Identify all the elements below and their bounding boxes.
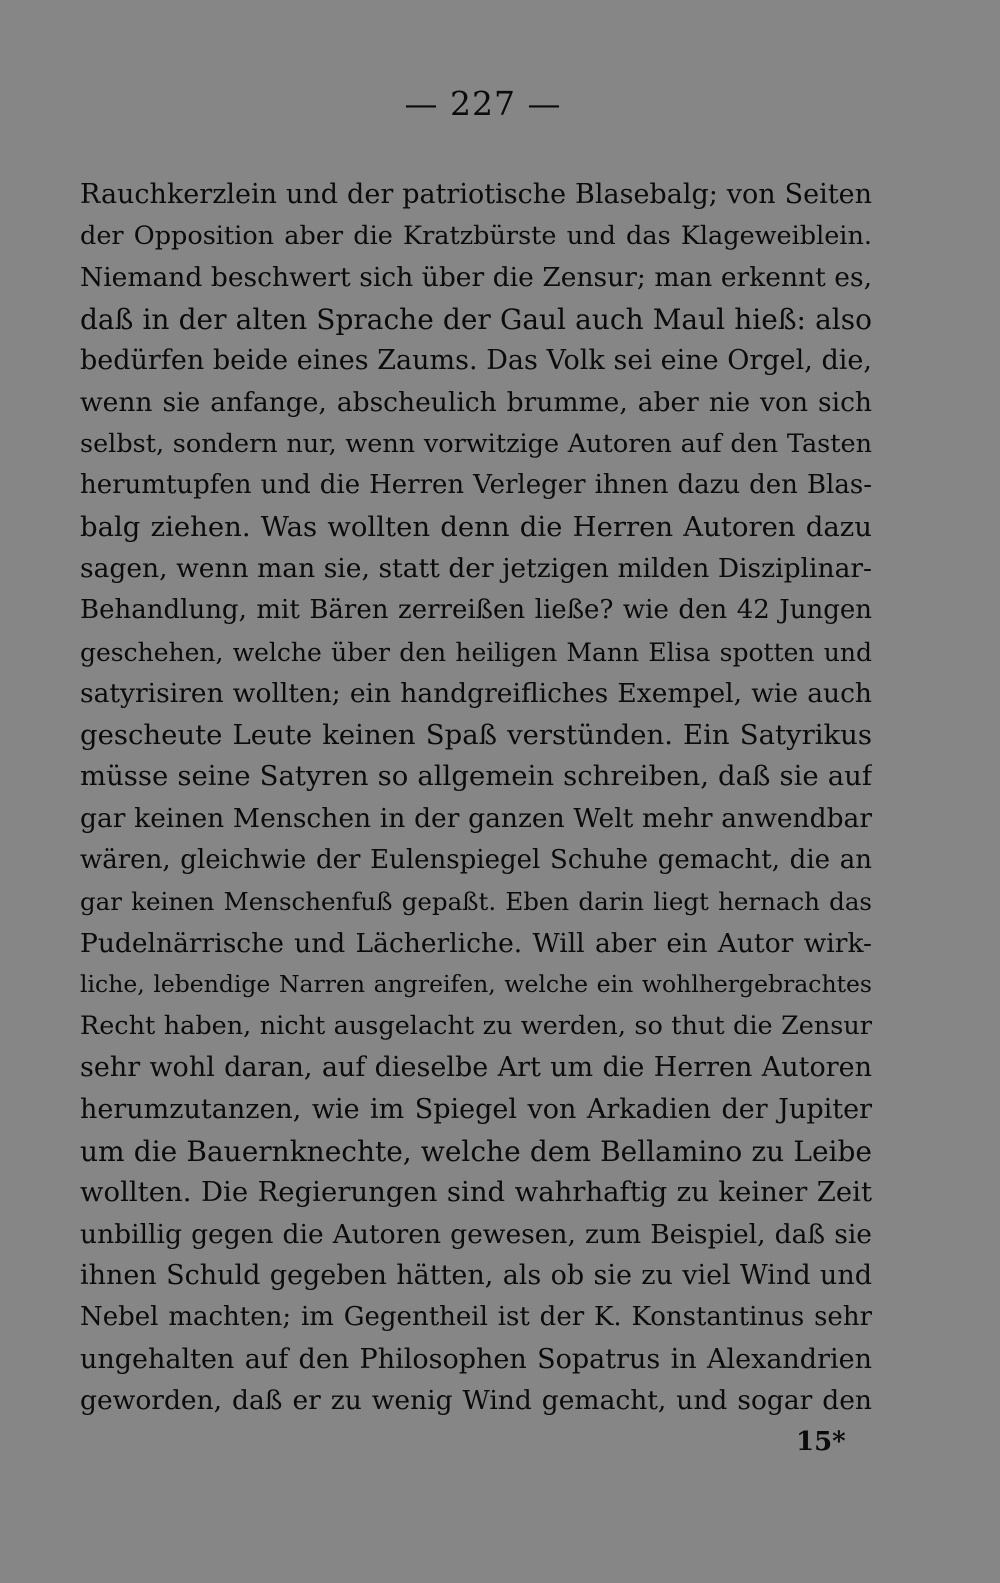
text-line: Niemand beschwert sich über die Zensur; man erkennt es, bbox=[80, 262, 872, 294]
text-line: selbst, sondern nur, wenn vorwitzige Autoren auf den Tasten bbox=[80, 428, 872, 459]
text-line: sehr wohl daran, auf dieselbe Art um die Herren Autoren bbox=[80, 1052, 872, 1084]
text-line: sagen, wenn man sie, statt der jetzigen milden Disziplinar- bbox=[80, 553, 872, 585]
text-line: wenn sie anfange, abscheulich brumme, aber nie von sich bbox=[80, 386, 872, 418]
text-line: gar keinen Menschenfuß gepaßt. Eben darin liegt hernach das bbox=[80, 887, 872, 917]
text-line: herumtupfen und die Herren Verleger ihnen dazu den Blas- bbox=[80, 470, 872, 501]
signature-mark: 15* bbox=[796, 1427, 846, 1457]
text-line: liche, lebendige Narren angreifen, welche ein wohlhergebrachtes bbox=[80, 970, 872, 999]
text-line: gar keinen Menschen in der ganzen Welt mehr anwendbar bbox=[80, 802, 872, 834]
text-line: geworden, daß er zu wenig Wind gemacht, und sogar den bbox=[80, 1385, 872, 1417]
text-line: ungehalten auf den Philosophen Sopatrus in Alexandrien bbox=[80, 1343, 872, 1375]
text-line: um die Bauernknechte, welche dem Bellamino zu Leibe bbox=[80, 1134, 872, 1168]
text-line: Pudelnärrische und Lächerliche. Will aber ein Autor wirk- bbox=[80, 927, 872, 959]
text-line: herumzutanzen, wie im Spiegel von Arkadien der Jupiter bbox=[80, 1094, 872, 1126]
body-text bbox=[80, 174, 872, 1422]
text-line: müsse seine Satyren so allgemein schreiben, daß sie auf bbox=[80, 760, 872, 793]
text-line: unbillig gegen die Autoren gewesen, zum Beispiel, daß sie bbox=[80, 1218, 872, 1250]
page-number: — 227 — bbox=[404, 84, 562, 123]
text-line: bedürfen beide eines Zaums. Das Volk sei eine Orgel, die, bbox=[80, 345, 872, 377]
text-line: der Opposition aber die Kratzbürste und das Klageweiblein. bbox=[80, 220, 872, 251]
text-line: gescheute Leute keinen Spaß verstünden. Ein Satyrikus bbox=[80, 718, 872, 751]
text-line: Recht haben, nicht ausgelacht zu werden, so thut die Zensur bbox=[80, 1010, 872, 1041]
text-line: satyrisiren wollten; ein handgreifliches Exempel, wie auch bbox=[80, 678, 872, 710]
text-line: wären, gleichwie der Eulenspiegel Schuhe gemacht, die an bbox=[80, 844, 872, 875]
text-line: Behandlung, mit Bären zerreißen ließe? wie den 42 Jungen bbox=[80, 594, 872, 625]
text-line: daß in der alten Sprache der Gaul auch Maul hieß: also bbox=[80, 302, 872, 336]
text-line: balg ziehen. Was wollten denn die Herren Autoren dazu bbox=[80, 510, 872, 543]
text-line: geschehen, welche über den heiligen Mann Elisa spotten und bbox=[80, 637, 872, 667]
text-line: Nebel machten; im Gegentheil ist der K. Konstantinus sehr bbox=[80, 1302, 872, 1333]
text-line: wollten. Die Regierungen sind wahrhaftig zu keiner Zeit bbox=[80, 1176, 872, 1209]
text-line: ihnen Schuld gegeben hätten, als ob sie zu viel Wind und bbox=[80, 1260, 872, 1292]
text-line: Rauchkerzlein und der patriotische Blasebalg; von Seiten bbox=[80, 179, 872, 210]
